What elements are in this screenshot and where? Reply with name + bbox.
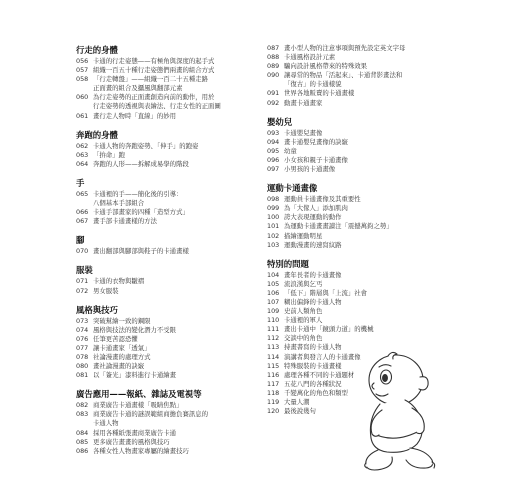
entry-title: 讓卡通畫家「透氣」 <box>93 343 151 352</box>
toc-entry <box>76 371 266 380</box>
page-number: 063 <box>76 150 89 159</box>
page-number: 104 <box>267 270 280 279</box>
entry-title: 動畫卡通畫家 <box>284 98 323 107</box>
page-number <box>76 199 93 208</box>
toc-entry <box>76 429 266 438</box>
page-number: 098 <box>267 195 280 204</box>
toc-entry-list <box>267 44 442 108</box>
page-number: 090 <box>267 71 280 80</box>
toc-entry <box>267 232 442 241</box>
section-heading: 特別的問題 <box>267 258 309 269</box>
toc-entry <box>76 326 266 335</box>
toc-entry <box>76 57 266 66</box>
page-number: 073 <box>76 316 89 325</box>
page-number: 062 <box>76 141 89 150</box>
toc-entry <box>76 199 266 208</box>
entry-title: 運動漫畫的速寫紋路 <box>284 240 342 249</box>
toc-entry <box>76 75 266 84</box>
toc-entry <box>267 138 442 147</box>
toc-entry <box>267 165 442 174</box>
toc-entry <box>76 93 266 102</box>
entry-title: 卡通人物的奔跑姿勢、「伸手」的跑姿 <box>93 141 199 150</box>
entry-title: 畫出翻部與腳部與鞋子的卡通畫樣 <box>93 247 189 256</box>
toc-entry <box>267 222 442 231</box>
entry-title: 誇大表現運動的動作 <box>284 213 342 222</box>
toc-section <box>76 234 266 256</box>
section-heading: 腳 <box>76 235 85 246</box>
entry-title: 運動員卡通畫像及其重要性 <box>284 195 361 204</box>
page-number: 109 <box>267 307 280 316</box>
entry-title: 奔跑的人形——拆解成易學的階段 <box>93 159 189 168</box>
toc-entry-list <box>76 247 266 256</box>
entry-title: 畫小型人物的注意事項與預先設定英文字母 <box>284 44 406 52</box>
page-number: 120 <box>267 407 280 416</box>
toc-entry <box>76 335 266 344</box>
entry-title: 卡通裡的手——簡化後的引導： <box>93 189 183 198</box>
toc-entry <box>76 401 266 410</box>
page-number: 113 <box>267 343 280 352</box>
page-number: 118 <box>267 388 280 397</box>
toc-entry <box>267 89 442 98</box>
toc-entry-list <box>76 401 266 456</box>
section-heading: 廣告應用——報紙、雜誌及電視等 <box>76 389 202 400</box>
page-number: 083 <box>76 410 89 419</box>
section-heading: 行走的身體 <box>76 45 118 55</box>
toc-entry <box>76 410 266 419</box>
toc-entry <box>267 307 442 316</box>
page-number: 088 <box>267 53 280 62</box>
toc-section <box>76 44 266 121</box>
page-number: 072 <box>76 286 89 295</box>
toc-entry <box>76 84 266 93</box>
entry-title: 幼童 <box>284 146 297 155</box>
entry-title: 流浪漢與乞丐 <box>284 279 323 288</box>
entry-title: 畫年長者的卡通畫像 <box>284 270 342 279</box>
toc-entry <box>76 362 266 371</box>
toc-entry <box>76 419 266 428</box>
toc-entry <box>76 247 266 256</box>
section-heading: 運動卡通畫像 <box>267 183 318 194</box>
toc-entry <box>267 80 442 89</box>
section-heading: 服裝 <box>76 265 93 276</box>
toc-entry <box>267 147 442 156</box>
toc-entry <box>76 66 266 75</box>
entry-title: 商業廣告卡通的謎誤範組商擔負賽訊息的 <box>93 410 209 419</box>
toc-entry <box>76 438 266 447</box>
entry-title: 描繪運動明星 <box>284 231 323 240</box>
entry-title: 畫行走人物時「直線」的妙用 <box>93 111 177 120</box>
entry-title: 卡通人物 <box>93 419 119 428</box>
entry-title: 千變萬化的角色和類型 <box>284 388 348 397</box>
page-number: 066 <box>76 208 89 217</box>
page-number: 097 <box>267 165 280 174</box>
toc-entry-list <box>76 277 266 295</box>
entry-title: 「行走轉盤」——組織一百二十五種走路 <box>93 75 209 84</box>
toc-entry <box>76 277 266 286</box>
entry-title: 畫卡通嬰兒畫像的訣竅 <box>284 137 348 146</box>
entry-title: 卡通的衣物與皺褶 <box>93 277 145 286</box>
toc-entry <box>76 287 266 296</box>
entry-title: 為「大傢人」添加肌肉 <box>284 204 348 213</box>
entry-title: 大量人潮 <box>284 398 310 406</box>
entry-title: 「復古」的卡通樣貌 <box>284 80 342 89</box>
toc-section <box>267 116 442 174</box>
toc-entry <box>76 102 266 111</box>
toc-entry <box>267 62 442 71</box>
page-number: 099 <box>267 204 280 213</box>
page-number: 061 <box>76 111 89 120</box>
toc-entry <box>76 344 266 353</box>
toc-entry <box>76 112 266 121</box>
toc-entry <box>76 160 266 169</box>
entry-title: 社論漫畫的處理方式 <box>93 352 151 361</box>
toc-entry <box>76 142 266 151</box>
entry-title: 為運動卡通畫畫讀注「震撼萬鈞之勢」 <box>284 222 393 231</box>
toc-section <box>76 388 266 456</box>
page-number: 057 <box>76 66 89 75</box>
page-number: 112 <box>267 334 280 343</box>
toc-section <box>76 304 266 381</box>
page-number: 089 <box>267 62 280 71</box>
page-number: 087 <box>267 44 280 52</box>
toc-entry-list <box>267 195 442 250</box>
page-number: 067 <box>76 217 89 226</box>
entry-title: 最後說幾句 <box>284 407 316 416</box>
page-number: 110 <box>267 316 280 325</box>
toc-entry <box>267 204 442 213</box>
toc-entry <box>267 53 442 62</box>
cartoon-baby-illustration <box>352 350 450 475</box>
section-heading: 風格與技巧 <box>76 304 118 315</box>
toc-entry-list <box>76 57 266 121</box>
entry-title: 「拚命」跑 <box>93 150 125 159</box>
page-number: 103 <box>267 240 280 249</box>
toc-entry <box>267 280 442 289</box>
entry-title: 採用各種紙張畫商業廣告卡通 <box>93 428 177 437</box>
entry-title: 畫出卡通中「鏡頭力道」的機械 <box>284 325 374 334</box>
page-number: 094 <box>267 137 280 146</box>
toc-entry <box>267 129 442 138</box>
page-number: 100 <box>267 213 280 222</box>
entry-title: 卡通嬰兒畫像 <box>284 128 323 137</box>
toc-entry <box>267 44 442 53</box>
page-number: 076 <box>76 334 89 343</box>
page-number <box>267 80 284 89</box>
entry-title: 更多廣告畫畫的風格與技巧 <box>93 437 170 446</box>
entry-title: 史前人類角色 <box>284 307 323 316</box>
page-number: 058 <box>76 75 89 84</box>
toc-entry <box>267 213 442 222</box>
entry-title: 糊出偏鋒的卡通人物 <box>284 297 342 306</box>
page-number: 081 <box>76 371 89 380</box>
toc-entry <box>267 156 442 165</box>
toc-section <box>267 182 442 250</box>
page-number: 064 <box>76 159 89 168</box>
page-number: 115 <box>267 361 280 370</box>
page-number: 085 <box>76 437 89 446</box>
section-heading: 嬰幼兒 <box>267 116 293 127</box>
page-number <box>76 419 93 428</box>
entry-title: 卡通裡的軍人 <box>284 316 323 325</box>
toc-entry <box>267 195 442 204</box>
toc-entry <box>267 99 442 108</box>
entry-title: 騙向設計風格帶來的特殊效果 <box>284 62 368 71</box>
page-number <box>76 102 93 111</box>
toc-entry <box>267 334 442 343</box>
entry-title: 小女孩和親子卡通畫像 <box>284 155 348 164</box>
toc-entry <box>267 289 442 298</box>
toc-entry <box>267 316 442 325</box>
entry-title: 特殊服裝的卡通畫樣 <box>284 361 342 370</box>
page-number: 086 <box>76 446 89 455</box>
entry-title: 商業廣告卡通畫樣「吸睛焦點」 <box>93 401 183 410</box>
toc-entry <box>267 325 442 334</box>
toc-entry <box>267 271 442 280</box>
page-number: 074 <box>76 325 89 334</box>
entry-title: 世界各地販賣的卡通畫樣 <box>284 89 355 98</box>
page-number: 071 <box>76 277 89 286</box>
entry-title: 卡通風格設計元素 <box>284 53 336 62</box>
entry-title: 畫手部卡通畫樣的方法 <box>93 217 157 226</box>
entry-title: 男女服裝 <box>93 286 119 295</box>
toc-entry <box>76 217 266 226</box>
entry-title: 風格與技法的變化潛力不受限 <box>93 325 177 334</box>
entry-title: 畫社論漫畫的訣竅 <box>93 362 145 371</box>
toc-entry-list <box>76 190 266 226</box>
entry-title: 以「簽光」漆料進行卡通繪畫 <box>93 371 177 380</box>
toc-entry <box>267 71 442 80</box>
page-number: 101 <box>267 222 280 231</box>
toc-entry <box>76 317 266 326</box>
entry-title: 正面畫的組合及攝風與翻部元素 <box>93 84 183 93</box>
entry-title: 任筆更苦認恐懼 <box>93 334 138 343</box>
entry-title: 處理各種不同的卡通題材 <box>284 370 355 379</box>
page-number: 114 <box>267 352 280 361</box>
entry-title: 持畫書寫的卡通人物 <box>284 343 342 352</box>
page-number: 070 <box>76 247 89 256</box>
page-number: 111 <box>267 325 280 334</box>
page-number: 119 <box>267 398 280 406</box>
toc-section <box>267 44 442 108</box>
toc-entry <box>267 298 442 307</box>
toc-entry <box>76 190 266 199</box>
entry-title: 突破幫繪一致的鋼限 <box>93 316 151 325</box>
entry-title: 演講者與發言人的卡通畫像 <box>284 352 361 361</box>
page-number: 107 <box>267 297 280 306</box>
section-heading: 手 <box>76 177 85 188</box>
page-number: 092 <box>267 98 280 107</box>
toc-section <box>76 129 266 169</box>
page-number: 091 <box>267 89 280 98</box>
toc-entry <box>267 241 442 250</box>
toc-section <box>76 264 266 295</box>
page-number: 102 <box>267 231 280 240</box>
page-number: 080 <box>76 362 89 371</box>
entry-title: 八個基本手部組合 <box>93 199 145 208</box>
page-number: 065 <box>76 189 89 198</box>
page-number: 096 <box>267 155 280 164</box>
page-number: 116 <box>267 370 280 379</box>
entry-title: 行走姿勢的透視與表繪法、行走女性的正面圖 <box>93 102 221 111</box>
page-number: 077 <box>76 343 89 352</box>
toc-entry-list <box>76 317 266 381</box>
section-heading: 奔跑的身體 <box>76 129 118 140</box>
entry-title: 卡通的行走姿態——有極角與深度的起手式 <box>93 57 215 65</box>
entry-title: 為行走姿勢的正面畫創造向前的動作，用於 <box>93 93 215 102</box>
entry-title: 各種女性人物畫家專屬的繪畫技巧 <box>93 446 189 455</box>
page-number: 082 <box>76 401 89 410</box>
toc-entry <box>76 208 266 217</box>
page-number <box>76 84 93 93</box>
toc-entry-list <box>267 129 442 174</box>
entry-title: 卡通手部畫家的四種「造型方式」 <box>93 208 189 217</box>
entry-title: 讓尋常的物品「活起來」、卡通背影畫法和 <box>284 71 403 80</box>
entry-title: 小男孩的卡通畫像 <box>284 165 336 174</box>
entry-title: 五花八門的各種狀況 <box>284 379 342 388</box>
entry-title: 組織一百五十種行走姿態們兩畫的組合方式 <box>93 66 215 75</box>
page-number: 117 <box>267 379 280 388</box>
toc-entry <box>76 353 266 362</box>
page-number: 060 <box>76 93 89 102</box>
page-number: 105 <box>267 279 280 288</box>
entry-title: 交談中的角色 <box>284 334 323 343</box>
toc-entry <box>76 447 266 456</box>
entry-title: 「低下」階層與「上流」社會 <box>284 288 368 297</box>
toc-entry <box>76 151 266 160</box>
page-number: 093 <box>267 128 280 137</box>
page-number: 078 <box>76 352 89 361</box>
toc-section <box>76 177 266 226</box>
page-number: 056 <box>76 57 89 65</box>
toc-entry-list <box>76 142 266 169</box>
page-number: 084 <box>76 428 89 437</box>
page-number: 106 <box>267 288 280 297</box>
toc-left-column <box>76 44 266 464</box>
page-number: 095 <box>267 146 280 155</box>
